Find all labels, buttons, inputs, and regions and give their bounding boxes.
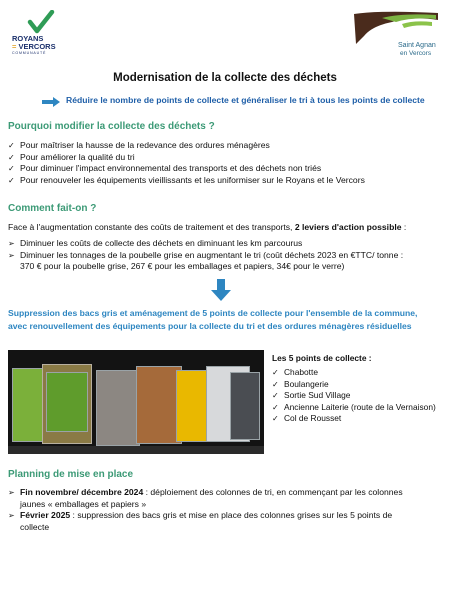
summary-line-1: Suppression des bacs gris et aménagement de 5 points de collecte pour l'ensemble de la commune, <box>8 308 418 318</box>
list-item-continuation: 370 € pour la poubelle grise, 267 € pour les emballages et papiers, 34€ pour le verre) <box>20 261 345 272</box>
arrowhead-icon: ➢ <box>8 488 15 497</box>
list-item: ✓ Boulangerie <box>272 378 329 389</box>
collection-points <box>272 353 436 424</box>
objective-line <box>42 95 442 109</box>
collection-bins-photo <box>8 350 264 454</box>
list-item: ✓ Col de Rousset <box>272 413 342 424</box>
list-item: ➢ Février 2025 : suppression des bacs gris et mise en place des colonnes grises sur les 5 points de collecte <box>8 510 393 532</box>
royans-vercors-logo <box>12 10 74 58</box>
saint-agnan-logo <box>352 10 440 60</box>
check-icon: ✓ <box>272 379 279 389</box>
check-icon: ✓ <box>8 152 15 162</box>
planning-list <box>8 487 444 533</box>
logo-text-vercors: = VERCORS <box>12 42 56 51</box>
logo-text-en-vercors: en Vercors <box>400 50 432 57</box>
arrow-right-icon <box>42 97 60 107</box>
planning-heading: Planning de mise en place <box>8 469 134 480</box>
points-heading: Les 5 points de collecte : <box>272 353 372 363</box>
check-icon: ✓ <box>8 164 15 174</box>
list-item: ➢ Diminuer les coûts de collecte des déchets en diminuant les km parcourus <box>8 238 303 248</box>
objective-text: Réduire le nombre de points de collecte et généraliser le tri à tous les points de collecte <box>66 95 425 105</box>
check-icon: ✓ <box>272 368 279 378</box>
list-item: ✓ Pour renouveler les équipements vieillissants et les uniformiser sur le Royans et le Vercors <box>8 174 365 185</box>
why-list <box>8 140 365 186</box>
check-icon: ✓ <box>272 391 279 401</box>
arrowhead-icon: ➢ <box>8 239 15 248</box>
list-item: ✓ Pour maîtriser la hausse de la redevance des ordures ménagères <box>8 140 270 150</box>
list-item: ➢ Diminuer les tonnages de la poubelle grise en augmentant le tri (coût déchets 2023 en €TTC/ tonne : <box>8 249 404 260</box>
arrow-down-icon <box>210 279 232 301</box>
mountain-icon <box>352 10 440 46</box>
check-icon: ✓ <box>8 141 15 150</box>
list-item: ➢ Fin novembre/ décembre 2024 : déploiement des colonnes de tri, en commençant par les colonnes jaunes « emballages et papiers » <box>8 487 403 509</box>
list-item: ✓ Ancienne Laiterie (route de la Vernaison) <box>272 401 436 412</box>
list-item: ✓ Pour diminuer l'impact environnemental des transports et des déchets non triés <box>8 163 322 174</box>
list-item: ✓ Pour améliorer la qualité du tri <box>8 151 135 162</box>
logo-text-royans: ROYANS <box>12 34 44 43</box>
summary-line-2: avec renouvellement des équipements pour la collecte du tri et des ordures ménagères résiduelles <box>8 321 412 331</box>
page-title: Modernisation de la collecte des déchets <box>113 72 337 84</box>
why-heading: Pourquoi modifier la collecte des déchets ? <box>8 121 215 132</box>
check-icon: ✓ <box>272 414 279 424</box>
logo-text-communaute: COMMUNAUTÉ <box>12 51 47 55</box>
how-list <box>8 238 403 273</box>
logo-text-saint-agnan: Saint Agnan <box>398 42 436 49</box>
how-heading: Comment fait-on ? <box>8 203 97 214</box>
summary-block <box>8 307 448 333</box>
arrowhead-icon: ➢ <box>8 250 15 260</box>
check-icon: ✓ <box>272 402 279 412</box>
list-item: ✓ Sortie Sud Village <box>272 390 351 401</box>
how-intro: Face à l'augmentation constante des coûts de traitement et des transports, 2 leviers d'action possible : <box>8 222 407 232</box>
list-item: ✓ Chabotte <box>272 367 318 378</box>
checkmark-icon <box>12 10 74 34</box>
arrowhead-icon: ➢ <box>8 511 15 521</box>
check-icon: ✓ <box>8 175 15 185</box>
